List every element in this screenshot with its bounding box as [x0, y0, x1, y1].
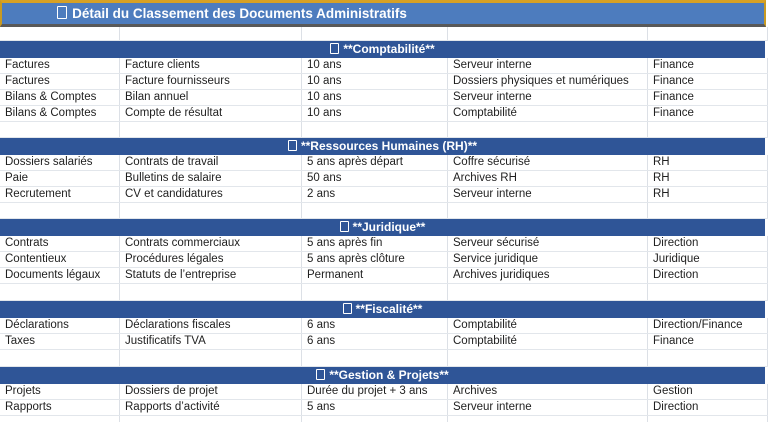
cell[interactable]: Statuts de l’entreprise	[120, 268, 302, 283]
cell[interactable]: 10 ans	[302, 74, 448, 89]
cell[interactable]: Finance	[648, 90, 768, 105]
cell[interactable]: Durée du projet + 3 ans	[302, 384, 448, 399]
cell[interactable]: 5 ans après départ	[302, 155, 448, 170]
cell[interactable]: Archives juridiques	[448, 268, 648, 283]
cell[interactable]: Facture clients	[120, 58, 302, 73]
cell[interactable]: 10 ans	[302, 106, 448, 121]
section-label: **Fiscalité**	[355, 302, 423, 316]
table-row	[0, 400, 768, 416]
cell[interactable]: Documents légaux	[0, 268, 120, 283]
section-label: **Gestion & Projets**	[329, 368, 449, 382]
cell[interactable]: Rapports d’activité	[120, 400, 302, 415]
cell[interactable]: Archives RH	[448, 171, 648, 186]
section-label: **Comptabilité**	[343, 42, 435, 56]
cell[interactable]: Finance	[648, 334, 768, 349]
cell[interactable]: 50 ans	[302, 171, 448, 186]
cell[interactable]: Direction/Finance	[648, 318, 768, 333]
cell[interactable]: Paie	[0, 171, 120, 186]
cell[interactable]: Justificatifs TVA	[120, 334, 302, 349]
cell[interactable]: Serveur interne	[448, 400, 648, 415]
cell[interactable]: 6 ans	[302, 334, 448, 349]
table-row	[0, 252, 768, 268]
cell[interactable]: Procédures légales	[120, 252, 302, 267]
cell[interactable]	[120, 284, 302, 300]
cell[interactable]: Juridique	[648, 252, 768, 267]
spacer-row	[0, 284, 768, 301]
missing-glyph-icon	[330, 43, 339, 54]
cell[interactable]	[302, 122, 448, 137]
cell[interactable]: 5 ans après clôture	[302, 252, 448, 267]
section-header-rh[interactable]	[0, 138, 765, 155]
cell[interactable]: Finance	[648, 106, 768, 121]
cell[interactable]	[120, 416, 302, 422]
cell[interactable]: Contentieux	[0, 252, 120, 267]
missing-glyph-icon	[288, 140, 297, 151]
cell[interactable]: Finance	[648, 74, 768, 89]
section-header-comptabilite[interactable]	[0, 41, 765, 58]
table-row	[0, 187, 768, 203]
cell[interactable]	[302, 203, 448, 218]
cell[interactable]: Bilans & Comptes	[0, 106, 120, 121]
cell[interactable]	[120, 350, 302, 366]
spacer-row	[0, 122, 768, 138]
cell[interactable]	[448, 416, 648, 422]
cell[interactable]	[302, 284, 448, 300]
cell[interactable]	[648, 284, 768, 300]
cell[interactable]: Recrutement	[0, 187, 120, 202]
cell[interactable]: Comptabilité	[448, 106, 648, 121]
cell[interactable]: Comptabilité	[448, 318, 648, 333]
table-row	[0, 236, 768, 252]
missing-glyph-icon	[343, 303, 352, 314]
table-row	[0, 58, 768, 74]
table-row	[0, 384, 768, 400]
cell[interactable]	[120, 203, 302, 218]
cell[interactable]	[648, 122, 768, 137]
cell[interactable]: RH	[648, 187, 768, 202]
cell[interactable]: Contrats de travail	[120, 155, 302, 170]
cell[interactable]: Rapports	[0, 400, 120, 415]
cell[interactable]	[448, 350, 648, 366]
cell[interactable]: Serveur interne	[448, 187, 648, 202]
cell[interactable]: 2 ans	[302, 187, 448, 202]
table-row	[0, 106, 768, 122]
cell[interactable]: Bilan annuel	[120, 90, 302, 105]
cell[interactable]	[648, 27, 768, 40]
cell[interactable]: Déclarations	[0, 318, 120, 333]
cell[interactable]: Factures	[0, 58, 120, 73]
section-label: **Ressources Humaines (RH)**	[300, 139, 478, 153]
cell[interactable]	[302, 27, 448, 40]
section-header-juridique[interactable]	[0, 219, 765, 236]
spacer-row	[0, 416, 768, 422]
table-row	[0, 74, 768, 90]
cell[interactable]: Direction	[648, 400, 768, 415]
table-row	[0, 90, 768, 106]
section-header-gestion-projets[interactable]	[0, 367, 765, 384]
cell[interactable]: Gestion	[648, 384, 768, 399]
cell[interactable]: Permanent	[302, 268, 448, 283]
cell[interactable]: Service juridique	[448, 252, 648, 267]
cell[interactable]	[448, 27, 648, 40]
cell[interactable]	[448, 122, 648, 137]
cell[interactable]: 10 ans	[302, 90, 448, 105]
table-row	[0, 171, 768, 187]
cell[interactable]: 10 ans	[302, 58, 448, 73]
table-row	[0, 155, 768, 171]
table-row	[0, 268, 768, 284]
cell[interactable]	[648, 416, 768, 422]
missing-glyph-icon	[57, 6, 67, 19]
cell[interactable]: Archives	[448, 384, 648, 399]
cell[interactable]: Coffre sécurisé	[448, 155, 648, 170]
cell[interactable]	[0, 203, 120, 218]
cell[interactable]: RH	[648, 171, 768, 186]
table-row	[0, 318, 768, 334]
cell[interactable]: Direction	[648, 236, 768, 251]
cell[interactable]	[0, 416, 120, 422]
section-label: **Juridique**	[352, 220, 426, 234]
cell[interactable]: Finance	[648, 58, 768, 73]
cell[interactable]: Dossiers physiques et numériques	[448, 74, 648, 89]
cell[interactable]: Bilans & Comptes	[0, 90, 120, 105]
cell[interactable]	[120, 122, 302, 137]
cell[interactable]: Dossiers de projet	[120, 384, 302, 399]
cell[interactable]: 5 ans	[302, 400, 448, 415]
page-title	[2, 4, 462, 23]
cell[interactable]: Taxes	[0, 334, 120, 349]
table-row	[0, 334, 768, 350]
cell[interactable]	[648, 203, 768, 218]
cell[interactable]: Contrats	[0, 236, 120, 251]
cell[interactable]: Serveur sécurisé	[448, 236, 648, 251]
cell[interactable]: RH	[648, 155, 768, 170]
cell[interactable]	[0, 27, 120, 40]
cell[interactable]	[648, 350, 768, 366]
cell[interactable]: Comptabilité	[448, 334, 648, 349]
cell[interactable]: Bulletins de salaire	[120, 171, 302, 186]
cell[interactable]	[448, 203, 648, 218]
page-title-text: Détail du Classement des Documents Administratifs	[72, 6, 407, 21]
cell[interactable]	[0, 122, 120, 137]
spacer-row	[0, 350, 768, 367]
cell[interactable]: 5 ans après fin	[302, 236, 448, 251]
cell[interactable]: Factures	[0, 74, 120, 89]
cell[interactable]	[448, 284, 648, 300]
cell[interactable]: Serveur interne	[448, 58, 648, 73]
spacer-row	[0, 203, 768, 219]
cell[interactable]	[120, 27, 302, 40]
cell[interactable]: CV et candidatures	[120, 187, 302, 202]
missing-glyph-icon	[340, 221, 349, 232]
cell[interactable]	[0, 350, 120, 366]
cell[interactable]: Facture fournisseurs	[120, 74, 302, 89]
cell[interactable]: Dossiers salariés	[0, 155, 120, 170]
cell[interactable]: Serveur interne	[448, 90, 648, 105]
section-header-fiscalite[interactable]	[0, 301, 765, 318]
cell[interactable]: Déclarations fiscales	[120, 318, 302, 333]
title-bar[interactable]	[0, 0, 766, 27]
cell[interactable]: Direction	[648, 268, 768, 283]
cell[interactable]	[0, 284, 120, 300]
cell[interactable]	[302, 350, 448, 366]
cell[interactable]: Projets	[0, 384, 120, 399]
cell[interactable]: 6 ans	[302, 318, 448, 333]
spacer-row	[0, 27, 768, 41]
cell[interactable]: Contrats commerciaux	[120, 236, 302, 251]
missing-glyph-icon	[316, 369, 325, 380]
cell[interactable]: Compte de résultat	[120, 106, 302, 121]
cell[interactable]	[302, 416, 448, 422]
